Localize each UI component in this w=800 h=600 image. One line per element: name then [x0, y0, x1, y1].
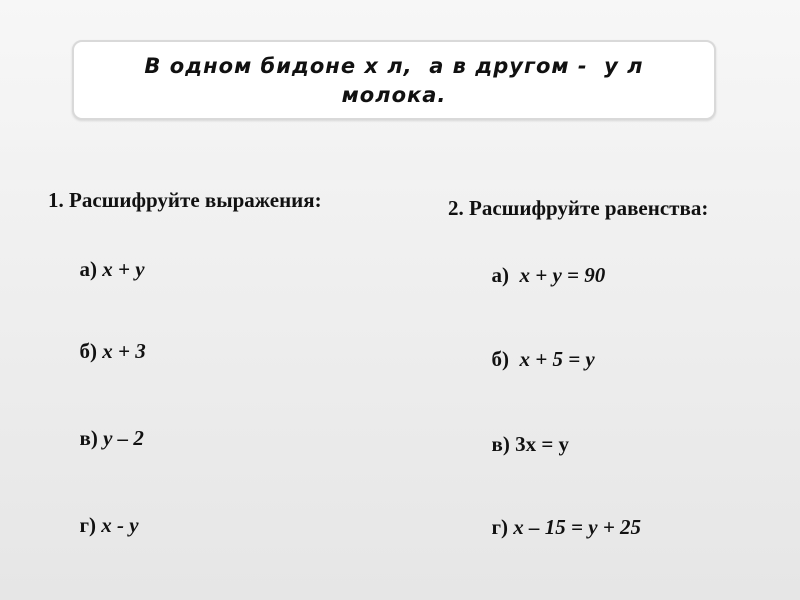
title-box: [72, 40, 716, 120]
list-item: [48, 314, 146, 389]
item-label: а): [79, 257, 103, 281]
list-item: [460, 238, 605, 313]
list-item: [48, 488, 139, 563]
expressions-heading: 1. Расшифруйте выражения:: [48, 188, 322, 212]
item-label: б): [491, 347, 520, 371]
item-expression: у – 2: [103, 426, 144, 450]
item-expression: х + 5 = у: [519, 347, 595, 371]
item-expression: х + 3: [102, 339, 146, 363]
slide-title: В одном бидоне х л, а в другом - у л молока.: [144, 54, 652, 107]
item-label: а): [491, 263, 520, 287]
list-item: [460, 407, 569, 482]
list-item: [460, 490, 641, 565]
item-label: г): [491, 515, 514, 539]
list-item: [460, 322, 595, 397]
item-expression: х - у: [101, 513, 139, 537]
item-expression: х + у: [102, 257, 145, 281]
item-expression: 3х = у: [515, 432, 570, 456]
list-item: [48, 401, 144, 476]
item-label: в): [79, 426, 104, 450]
item-label: г): [79, 513, 102, 537]
item-expression: х + у = 90: [519, 263, 606, 287]
item-expression: х – 15 = у + 25: [513, 515, 642, 539]
list-item: [48, 232, 145, 307]
equalities-heading: 2. Расшифруйте равенства:: [448, 196, 709, 220]
item-label: в): [491, 432, 516, 456]
item-label: б): [79, 339, 103, 363]
